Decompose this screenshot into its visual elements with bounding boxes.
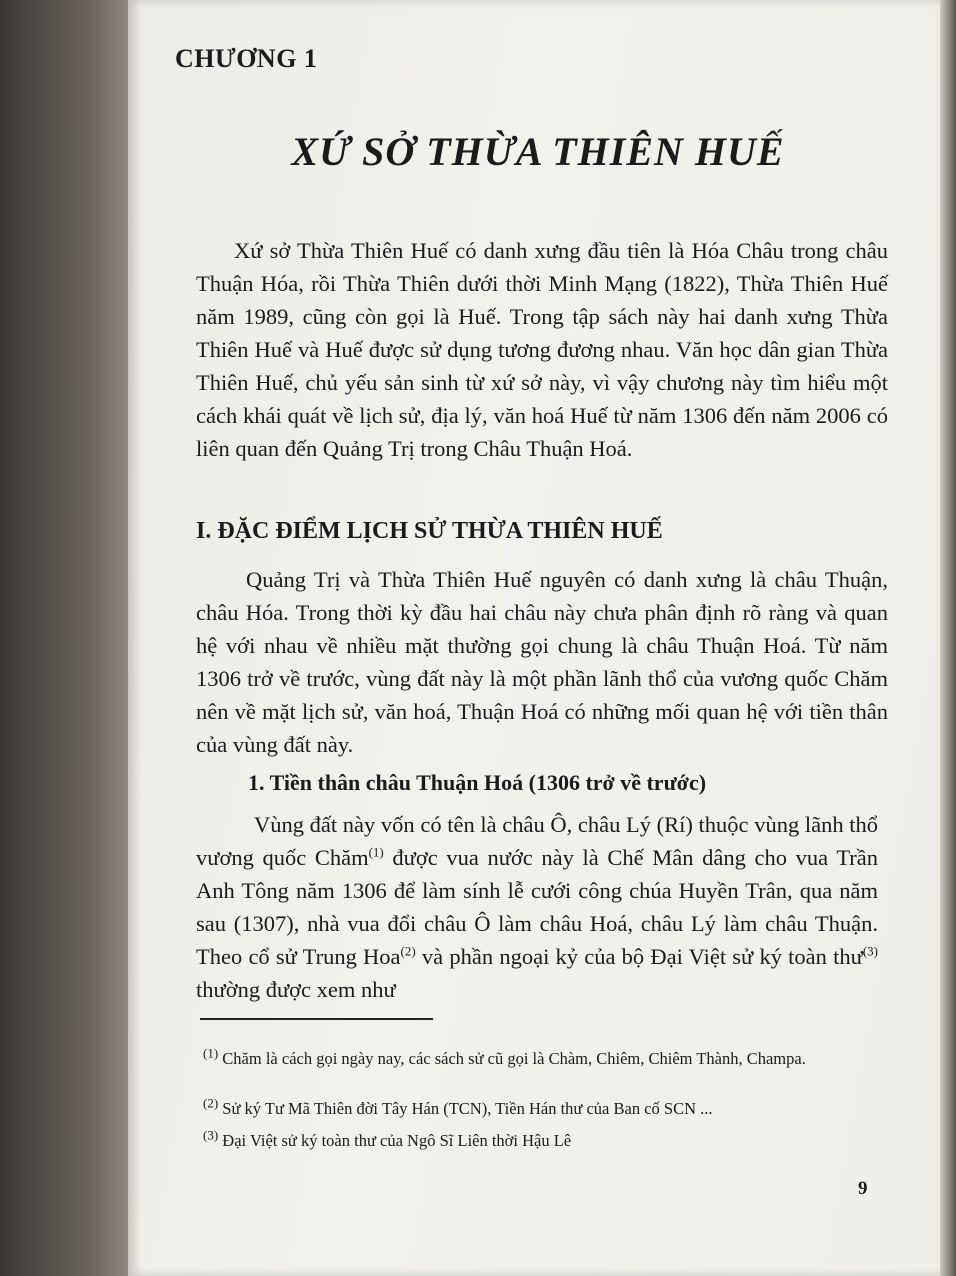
paragraph-text: và phần ngoại kỷ của bộ Đại Việt sử ký toàn thư: [415, 944, 863, 969]
paragraph-text: được vua nước này là Chế Mân dâng cho vua Trần Anh Tông năm 1306 để làm sính lễ cưới công chúa Huyền Trân, qua năm sau (1307), nhà vua đổi châu Ô làm châu Hoá, châu Lý làm châu Thuận. Theo cổ sử Trung Hoa: [196, 845, 879, 969]
footnote-2: [203, 1095, 883, 1120]
footnote-divider: [200, 1018, 433, 1020]
footnote-ref-1: (1): [368, 844, 384, 860]
footnote-text: Đại Việt sử ký toàn thư của Ngô Sĩ Liên thời Hậu Lê: [218, 1131, 572, 1150]
footnote-text: Sử ký Tư Mã Thiên đời Tây Hán (TCN), Tiền Hán thư của Ban cố SCN ...: [218, 1099, 713, 1118]
paragraph-intro: Xứ sở Thừa Thiên Huế có danh xưng đầu tiên là Hóa Châu trong châu Thuận Hóa, rồi Thừa Thiên dưới thời Minh Mạng (1822), Thừa Thiên Huế năm 1989, cũng còn gọi là Huế. Trong tập sách này hai danh xưng Thừa Thiên Huế và Huế được sử dụng tương đương nhau. Văn học dân gian Thừa Thiên Huế, chủ yếu sản sinh từ xứ sở này, vì vậy chương này tìm hiểu một cách khái quát về lịch sử, địa lý, văn hoá Huế từ năm 1306 đến năm 2006 có liên quan đến Quảng Trị trong Châu Thuận Hoá.: [196, 238, 888, 461]
book-spine-shadow: [0, 0, 128, 1276]
paragraph-text: Vùng đất này vốn có tên là châu Ô, châu Lý (Rí) thuộc vùng lãnh thổ vương quốc Chăm: [196, 812, 878, 870]
footnote-text: Chăm là cách gọi ngày nay, các sách sử cũ gọi là Chàm, Chiêm, Chiêm Thành, Champa.: [218, 1049, 806, 1068]
page-number: 9: [858, 1178, 868, 1199]
footnote-mark: (1): [203, 1045, 219, 1061]
chapter-title: XỨ SỞ THỪA THIÊN HUẾ: [291, 129, 785, 174]
page-edge: [940, 0, 956, 1276]
footnote-mark: (3): [203, 1127, 219, 1143]
paragraph-subsection-1: [196, 808, 878, 1006]
subsection-heading: 1. Tiền thân châu Thuận Hoá (1306 trở về trước): [248, 770, 707, 795]
section-heading: I. ĐẶC ĐIỂM LỊCH SỬ THỪA THIÊN HUẾ: [196, 518, 663, 544]
footnote-ref-2: (2): [400, 943, 416, 959]
paragraph-section-1: Quảng Trị và Thừa Thiên Huế nguyên có danh xưng là châu Thuận, châu Hóa. Trong thời kỳ đầu hai châu này chưa phân định rõ ràng và quan hệ với nhau về nhiều mặt thường gọi chung là châu Thuận Hoá. Từ năm 1306 trở về trước, vùng đất này là một phần lãnh thổ của vương quốc Chăm nên về mặt lịch sử, văn hoá, Thuận Hoá có những mối quan hệ với tiền thân của vùng đất này.: [196, 567, 888, 757]
chapter-label: CHƯƠNG 1: [175, 44, 318, 73]
footnote-ref-3: (3): [862, 943, 878, 959]
footnote-3: [203, 1127, 883, 1152]
paragraph-text: thường được xem như: [196, 977, 396, 1002]
footnote-mark: (2): [203, 1095, 219, 1111]
footnote-1: [203, 1045, 883, 1070]
